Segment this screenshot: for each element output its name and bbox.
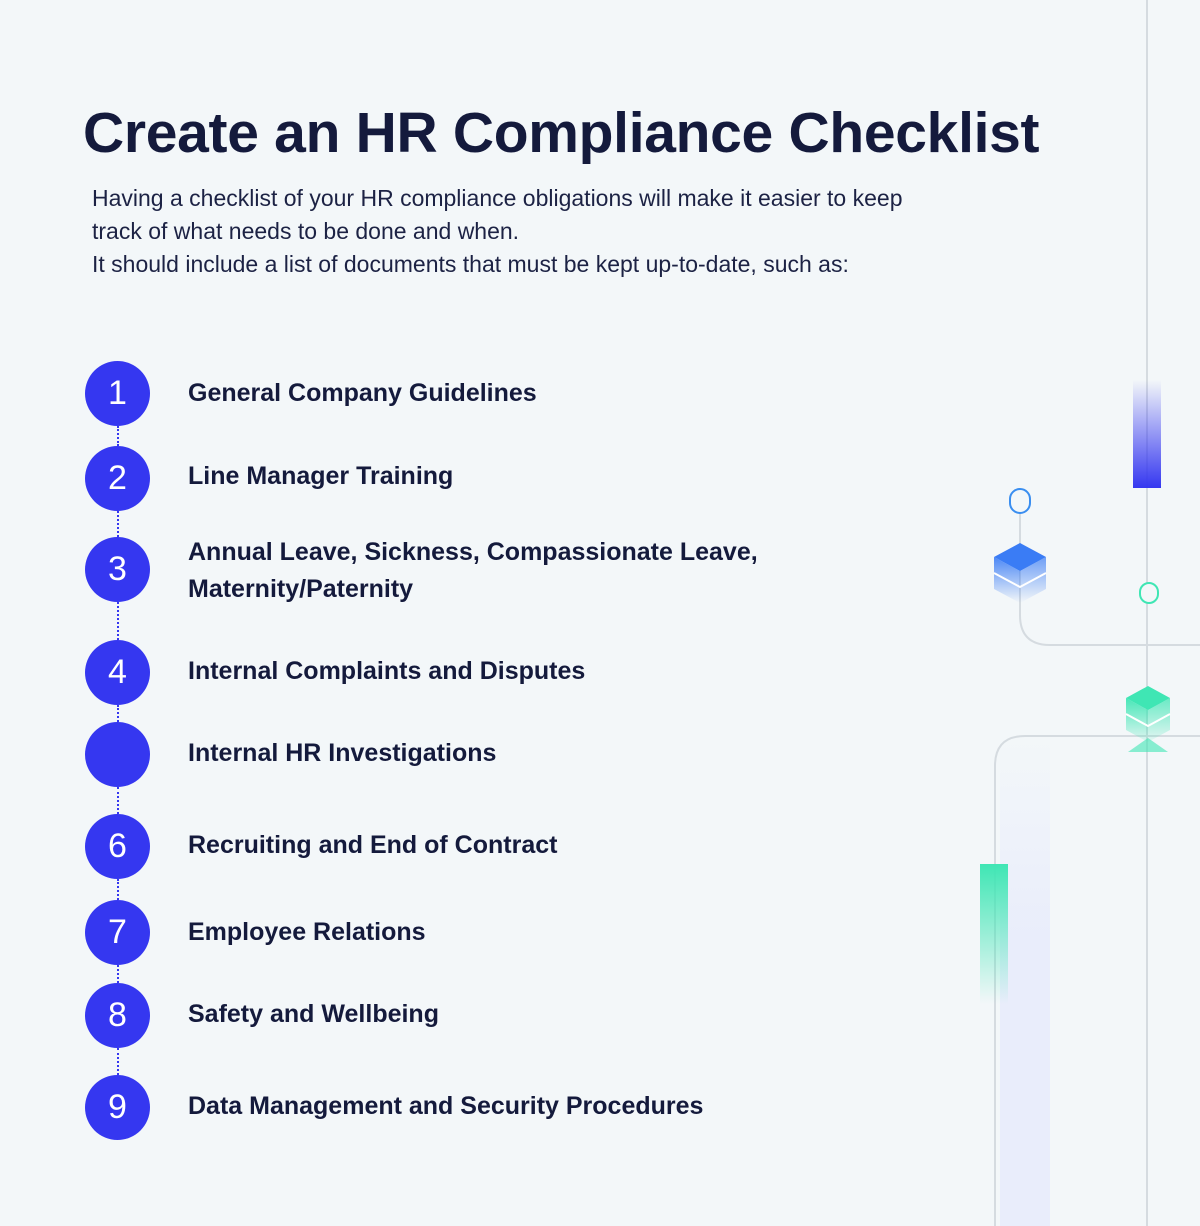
checklist-item-label: Recruiting and End of Contract — [188, 831, 558, 859]
checklist-item-label: Internal HR Investigations — [188, 739, 497, 767]
step-connector — [117, 602, 119, 640]
step-number-badge: 9 — [85, 1075, 150, 1140]
checklist-item-label: Line Manager Training — [188, 462, 454, 490]
step-connector — [117, 705, 119, 722]
step-connector — [117, 1048, 119, 1075]
step-number-badge: 2 — [85, 446, 150, 511]
blue-cube-icon — [994, 543, 1046, 603]
step-connector — [117, 879, 119, 900]
intro-text — [92, 182, 1052, 281]
step-number-badge: 1 — [85, 361, 150, 426]
checklist-item-label: Internal Complaints and Disputes — [188, 657, 586, 685]
step-number-badge: 8 — [85, 983, 150, 1048]
step-number-badge — [85, 722, 150, 787]
step-connector — [117, 787, 119, 814]
checklist-item-label-continued: Maternity/Paternity — [188, 575, 414, 603]
step-number-badge: 6 — [85, 814, 150, 879]
step-connector — [117, 511, 119, 537]
checklist-item-label: General Company Guidelines — [188, 379, 537, 407]
green-cube-icon — [1126, 686, 1170, 752]
checklist-item-label: Annual Leave, Sickness, Compassionate Leave, — [188, 538, 758, 566]
step-number-badge: 3 — [85, 537, 150, 602]
checklist-item-label: Employee Relations — [188, 918, 426, 946]
intro-line: track of what needs to be done and when. — [92, 218, 520, 244]
intro-line: Having a checklist of your HR compliance obligations will make it easier to keep — [92, 185, 903, 211]
step-connector — [117, 426, 119, 446]
checklist-item-label: Data Management and Security Procedures — [188, 1092, 704, 1120]
step-connector — [117, 965, 119, 983]
step-number-badge: 7 — [85, 900, 150, 965]
step-number-badge: 4 — [85, 640, 150, 705]
intro-line: It should include a list of documents that must be kept up-to-date, such as: — [92, 251, 849, 277]
page-title: Create an HR Compliance Checklist — [83, 101, 1040, 165]
checklist-item-label: Safety and Wellbeing — [188, 1000, 439, 1028]
